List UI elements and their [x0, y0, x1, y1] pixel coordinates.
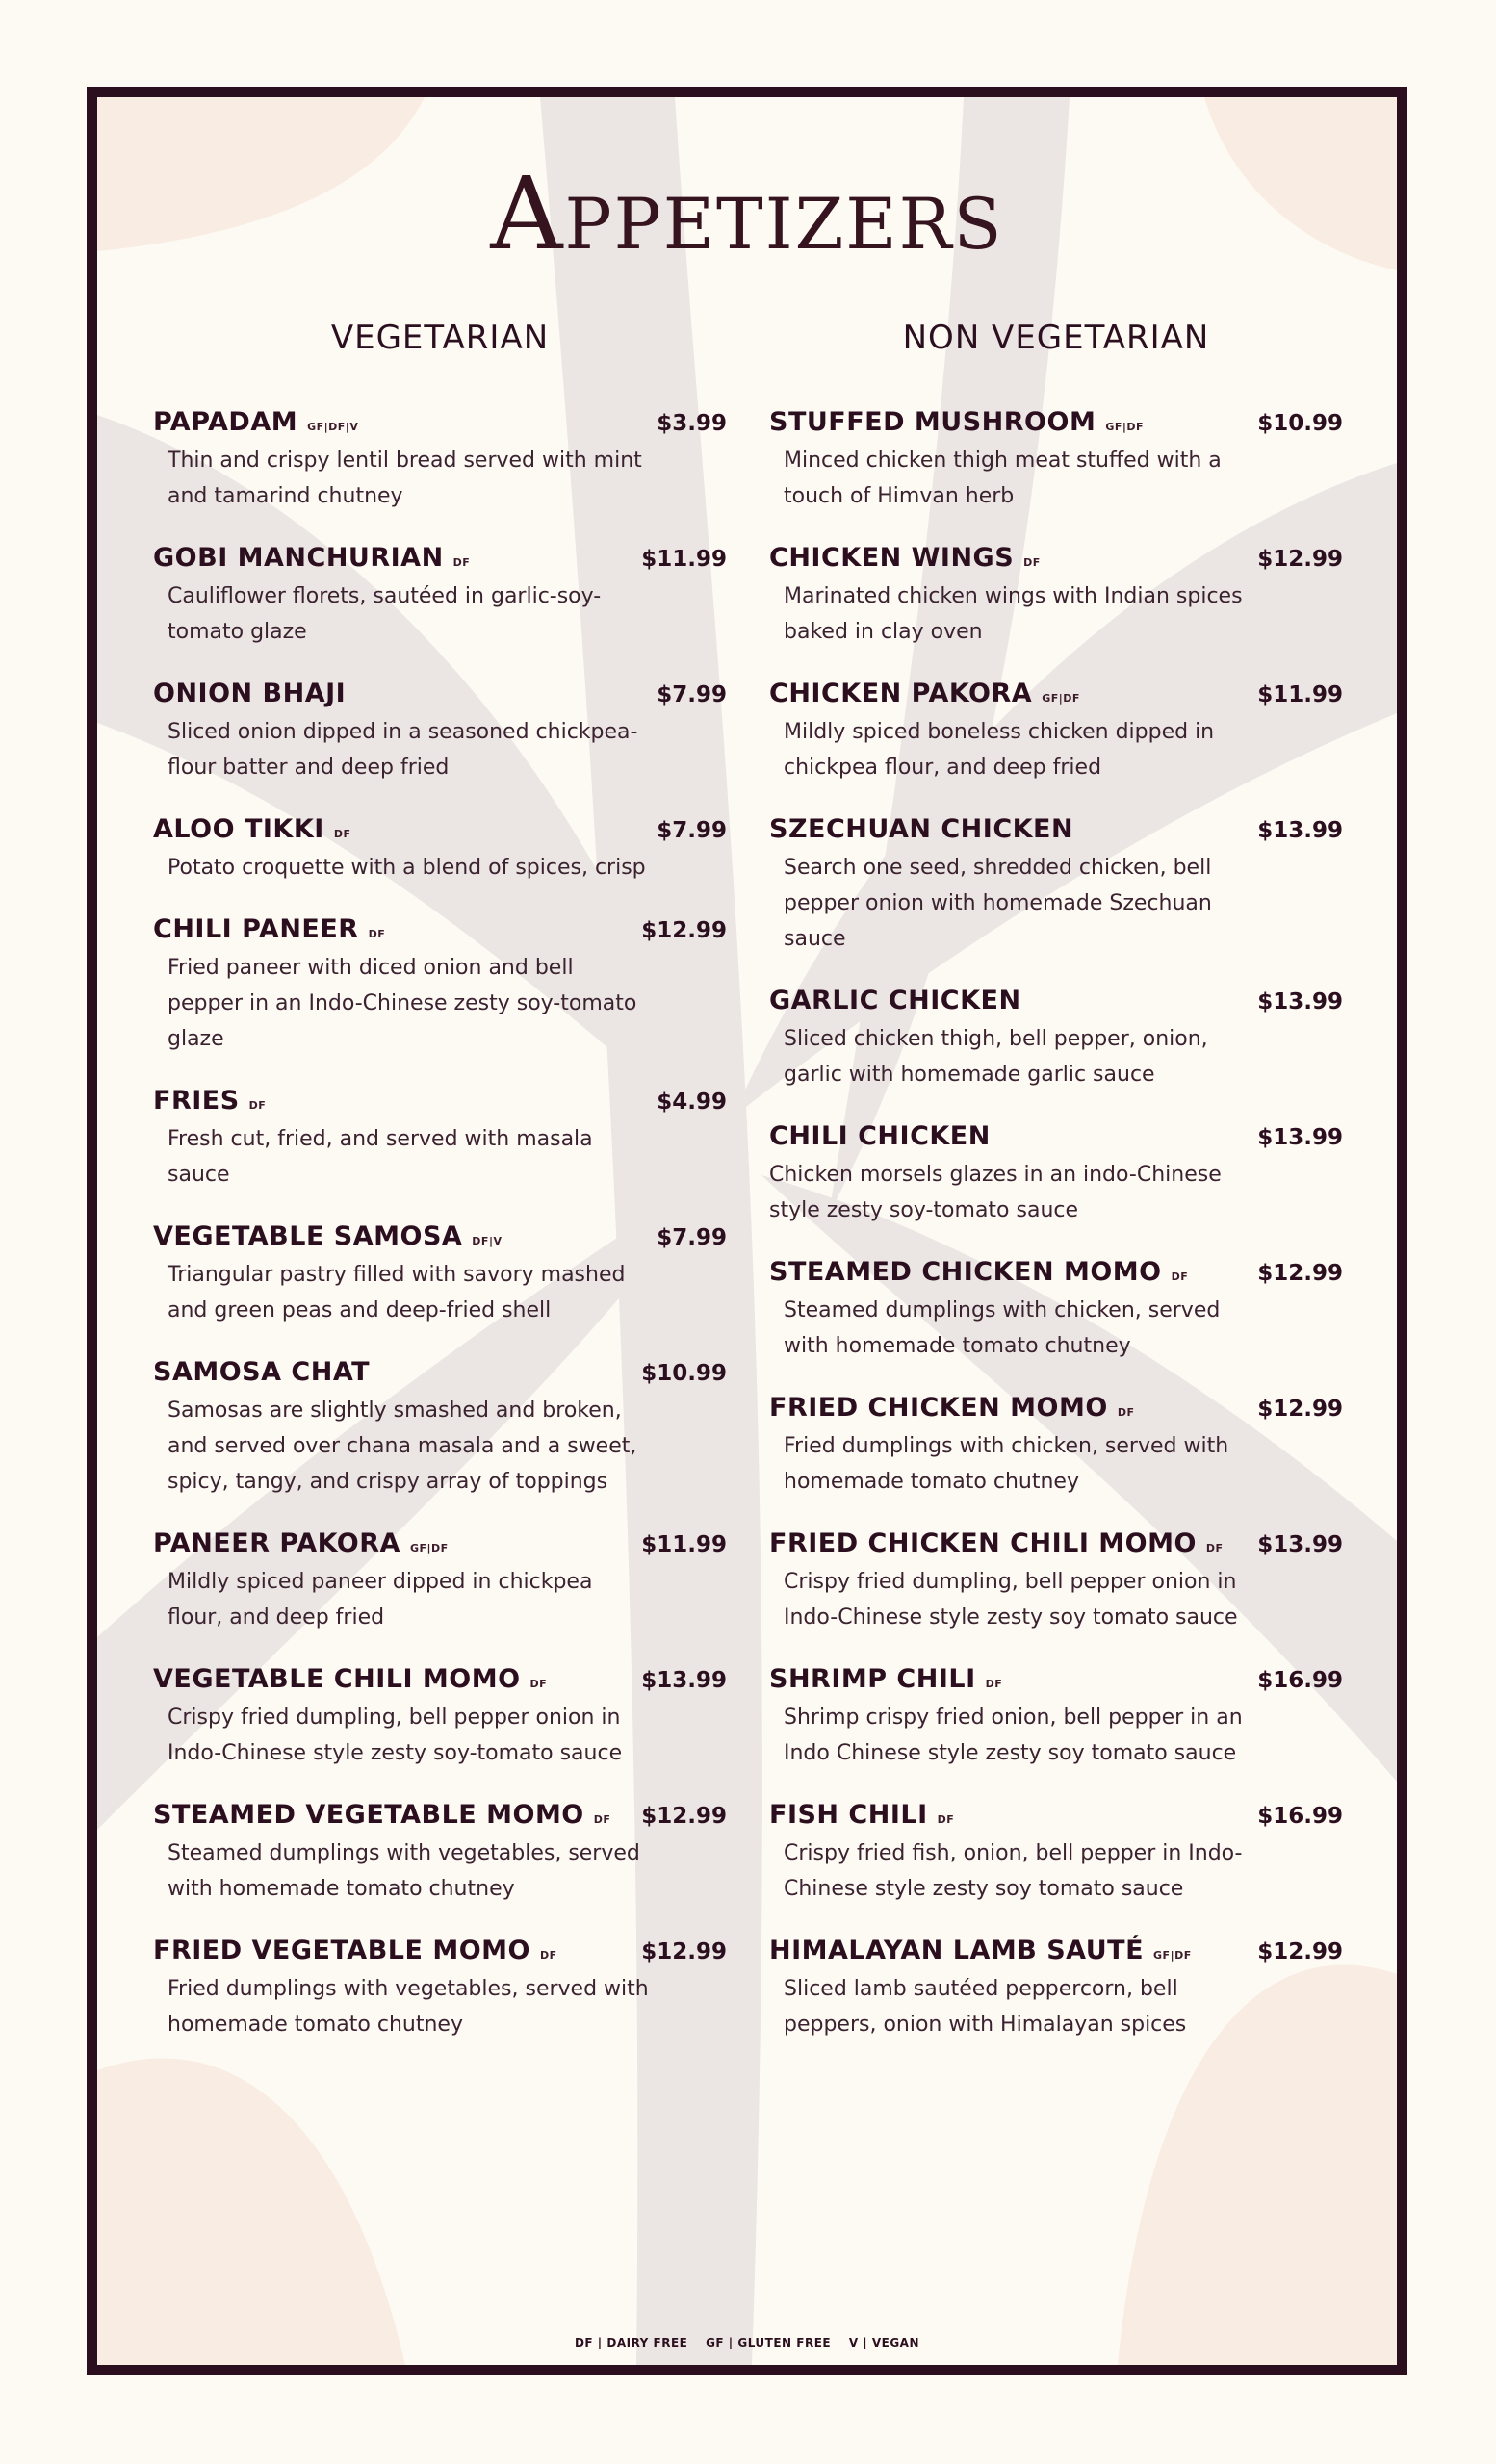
- menu-item-name: CHILI CHICKEN: [769, 1121, 991, 1151]
- menu-item-header: [769, 1528, 1343, 1558]
- menu-item-description: Triangular pastry filled with savory mashed and green peas and deep-fried shell: [168, 1263, 626, 1322]
- menu-item-title: [153, 814, 350, 844]
- menu-item-price: $12.99: [1257, 1939, 1343, 1964]
- menu-item-price: $12.99: [641, 1804, 727, 1829]
- menu-item-title: [153, 407, 358, 437]
- menu-item-title: [769, 679, 1080, 708]
- menu-item-price: $12.99: [1257, 547, 1343, 572]
- menu-item: [153, 1086, 727, 1193]
- menu-item-title: [769, 407, 1144, 437]
- menu-item: [153, 914, 727, 1057]
- menu-item-name: FRIED VEGETABLE MOMO: [153, 1936, 530, 1965]
- menu-item-description: Crispy fried dumpling, bell pepper onion in Indo-Chinese style zesty soy tomato sauce: [784, 1570, 1238, 1630]
- menu-item-price: $13.99: [1257, 989, 1343, 1014]
- menu-item-header: [153, 679, 727, 708]
- menu-item-description: Search one seed, shredded chicken, bell pepper onion with homemade Szechuan sauce: [784, 856, 1212, 951]
- menu-item-header: [769, 1121, 1343, 1151]
- menu-item-price: $12.99: [1257, 1261, 1343, 1286]
- menu-item-title: [153, 1221, 502, 1251]
- menu-item-dietary-tags: DF: [937, 1813, 955, 1826]
- menu-item-title: [769, 814, 1083, 844]
- menu-item-header: [153, 543, 727, 573]
- menu-item-name: FRIES: [153, 1086, 240, 1116]
- menu-item-price: $7.99: [657, 682, 727, 707]
- menu-item-title: [153, 1664, 547, 1694]
- menu-item-price: $4.99: [657, 1090, 727, 1115]
- menu-item-title: [769, 1121, 1000, 1151]
- menu-item-name: FRIED CHICKEN MOMO: [769, 1393, 1108, 1423]
- menu-item-dietary-tags: DF: [539, 1949, 557, 1962]
- menu-item-header: [153, 1528, 727, 1558]
- menu-item: [769, 986, 1343, 1092]
- menu-item-description: Crispy fried dumpling, bell pepper onion in Indo-Chinese style zesty soy-tomato sauce: [168, 1706, 623, 1765]
- menu-item-header: [153, 814, 727, 844]
- menu-item-description: Steamed dumplings with chicken, served with homemade tomato chutney: [784, 1298, 1221, 1358]
- menu-item-description: Fried dumplings with vegetables, served with homemade tomato chutney: [168, 1977, 649, 2037]
- menu-item-name: CHICKEN PAKORA: [769, 679, 1033, 708]
- menu-item-description: Fried paneer with diced onion and bell pepper in an Indo-Chinese zesty soy-tomato glaze: [168, 956, 637, 1051]
- menu-item-name: CHILI PANEER: [153, 914, 359, 944]
- menu-item-dietary-tags: DF: [985, 1678, 1003, 1690]
- menu-item-description: Crispy fried fish, onion, bell pepper in Indo-Chinese style zesty soy tomato sauce: [784, 1841, 1243, 1901]
- menu-item-price: $13.99: [1257, 1125, 1343, 1150]
- menu-item-dietary-tags: GF|DF: [1042, 692, 1080, 705]
- non-vegetarian-item-list: [769, 407, 1343, 2042]
- vegetarian-column: [153, 319, 727, 2071]
- menu-item-header: [153, 914, 727, 944]
- menu-item-name: GOBI MANCHURIAN: [153, 543, 444, 573]
- menu-item-name: PAPADAM: [153, 407, 298, 437]
- menu-item-price: $16.99: [1257, 1668, 1343, 1693]
- menu-item-dietary-tags: GF|DF|V: [307, 421, 359, 433]
- menu-item-title: [769, 986, 1031, 1015]
- menu-item: [769, 814, 1343, 957]
- menu-item-price: $11.99: [641, 1532, 727, 1557]
- menu-item-name: PANEER PAKORA: [153, 1528, 400, 1558]
- menu-item: [769, 1528, 1343, 1635]
- menu-item-name: STEAMED VEGETABLE MOMO: [153, 1800, 584, 1830]
- menu-item-description: Mildly spiced paneer dipped in chickpea flour, and deep fried: [168, 1570, 593, 1630]
- non-vegetarian-column: [769, 319, 1343, 2071]
- menu-item-header: [153, 1357, 727, 1387]
- menu-item-dietary-tags: DF: [452, 556, 471, 569]
- menu-item-header: [769, 1257, 1343, 1287]
- menu-item: [769, 1257, 1343, 1364]
- menu-item: [153, 814, 727, 886]
- menu-item-dietary-tags: DF|V: [472, 1235, 503, 1247]
- menu-item-dietary-tags: GF|DF: [409, 1542, 449, 1554]
- menu-item-name: SHRIMP CHILI: [769, 1664, 976, 1694]
- menu-item: [153, 1221, 727, 1328]
- menu-item-header: [769, 1393, 1343, 1423]
- menu-item-price: $11.99: [1257, 682, 1343, 707]
- menu-item-header: [769, 679, 1343, 708]
- menu-item-description: Shrimp crispy fried onion, bell pepper in an Indo Chinese style zesty soy tomato sauce: [784, 1706, 1243, 1765]
- menu-item-title: [153, 1086, 266, 1116]
- menu-item: [769, 543, 1343, 650]
- menu-item: [153, 1936, 727, 2042]
- menu-item-title: [769, 543, 1041, 573]
- menu-item-description: Fresh cut, fried, and served with masala sauce: [168, 1127, 593, 1187]
- menu-item-name: ONION BHAJI: [153, 679, 347, 708]
- menu-item-price: $13.99: [1257, 1532, 1343, 1557]
- menu-item: [153, 1357, 727, 1500]
- menu-item-description: Steamed dumplings with vegetables, served with homemade tomato chutney: [168, 1841, 640, 1901]
- non-vegetarian-heading: NON VEGETARIAN: [902, 319, 1210, 357]
- menu-item: [769, 679, 1343, 785]
- menu-item: [153, 543, 727, 650]
- vegetarian-item-list: [153, 407, 727, 2042]
- menu-item-header: [769, 1664, 1343, 1694]
- menu-item-price: $7.99: [657, 818, 727, 843]
- menu-item-name: VEGETABLE SAMOSA: [153, 1221, 463, 1251]
- menu-item: [153, 1528, 727, 1635]
- menu-item-header: [153, 1221, 727, 1251]
- menu-item-description: Mildly spiced boneless chicken dipped in chickpea flour, and deep fried: [784, 720, 1215, 780]
- menu-item: [153, 1800, 727, 1907]
- menu-item-description: Fried dumplings with chicken, served with homemade tomato chutney: [784, 1434, 1229, 1494]
- menu-item-title: [769, 1664, 1002, 1694]
- menu-item-dietary-tags: DF: [368, 928, 386, 940]
- menu-item-description: Sliced lamb sautéed peppercorn, bell peppers, onion with Himalayan spices: [784, 1977, 1187, 2037]
- menu-item: [153, 1664, 727, 1771]
- menu-item-title: [153, 914, 385, 944]
- menu-item-header: [769, 986, 1343, 1015]
- menu-item-title: [153, 1800, 610, 1830]
- menu-item: [769, 1664, 1343, 1771]
- menu-item-dietary-tags: DF: [1117, 1406, 1135, 1419]
- menu-item-title: [153, 1357, 379, 1387]
- menu-item-title: [769, 1257, 1188, 1287]
- menu-item-price: $7.99: [657, 1225, 727, 1250]
- menu-item-description: Thin and crispy lentil bread served with mint and tamarind chutney: [168, 449, 642, 508]
- menu-item-price: $12.99: [641, 918, 727, 943]
- menu-item-name: STUFFED MUSHROOM: [769, 407, 1096, 437]
- menu-item-header: [769, 1936, 1343, 1965]
- menu-item-header: [769, 543, 1343, 573]
- menu-item-header: [769, 814, 1343, 844]
- menu-item-title: [769, 1800, 954, 1830]
- menu-item-price: $3.99: [657, 411, 727, 436]
- menu-item-dietary-tags: DF: [1205, 1542, 1224, 1554]
- menu-item-title: [153, 1936, 557, 1965]
- menu-item-dietary-tags: GF|DF: [1105, 421, 1145, 433]
- menu-item: [769, 1393, 1343, 1500]
- menu-item-title: [153, 679, 355, 708]
- menu-item-name: VEGETABLE CHILI MOMO: [153, 1664, 521, 1694]
- menu-item-description: Sliced onion dipped in a seasoned chickpea-flour batter and deep fried: [168, 720, 638, 780]
- menu-item-name: FISH CHILI: [769, 1800, 928, 1830]
- vegetarian-heading: VEGETARIAN: [330, 319, 550, 357]
- menu-item-description: Chicken morsels glazes in an indo-Chinese style zesty soy-tomato sauce: [769, 1163, 1222, 1222]
- menu-item-description: Samosas are slightly smashed and broken, and served over chana masala and a sweet, spicy, tangy, and crispy array of toppings: [168, 1399, 637, 1494]
- menu-item: [769, 1121, 1343, 1228]
- menu-item-title: [153, 1528, 449, 1558]
- menu-item-price: $12.99: [641, 1939, 727, 1964]
- menu-item-dietary-tags: DF: [529, 1678, 548, 1690]
- menu-item-header: [153, 1664, 727, 1694]
- menu-item-price: $16.99: [1257, 1804, 1343, 1829]
- menu-item: [769, 407, 1343, 514]
- menu-item-dietary-tags: DF: [1171, 1270, 1189, 1283]
- menu-item-price: $10.99: [641, 1361, 727, 1386]
- menu-item-name: STEAMED CHICKEN MOMO: [769, 1257, 1162, 1287]
- menu-item: [769, 1936, 1343, 2042]
- menu-item-dietary-tags: DF: [248, 1099, 267, 1112]
- menu-item-description: Marinated chicken wings with Indian spices baked in clay oven: [784, 584, 1243, 644]
- menu-item-price: $10.99: [1257, 411, 1343, 436]
- menu-item: [769, 1800, 1343, 1907]
- menu-item-header: [769, 407, 1343, 437]
- menu-item-dietary-tags: GF|DF: [1153, 1949, 1192, 1962]
- menu-item-name: CHICKEN WINGS: [769, 543, 1015, 573]
- menu-item-name: SZECHUAN CHICKEN: [769, 814, 1074, 844]
- menu-item-header: [153, 407, 727, 437]
- menu-item-dietary-tags: DF: [1023, 556, 1041, 569]
- menu-item-header: [153, 1086, 727, 1116]
- menu-item: [153, 679, 727, 785]
- menu-item-description: Potato croquette with a blend of spices, crisp: [168, 856, 646, 880]
- dietary-legend: DF | DAIRY FREE GF | GLUTEN FREE V | VEGAN: [574, 2336, 920, 2349]
- menu-item-description: Minced chicken thigh meat stuffed with a touch of Himvan herb: [784, 449, 1222, 508]
- menu-page: [87, 87, 1407, 2375]
- menu-item-name: ALOO TIKKI: [153, 814, 324, 844]
- menu-item-price: $13.99: [641, 1668, 727, 1693]
- menu-item-name: GARLIC CHICKEN: [769, 986, 1021, 1015]
- menu-item-title: [769, 1393, 1134, 1423]
- menu-item-header: [153, 1936, 727, 1965]
- menu-item-dietary-tags: DF: [593, 1813, 611, 1826]
- menu-item-name: HIMALAYAN LAMB SAUTÉ: [769, 1936, 1145, 1965]
- menu-item-name: SAMOSA CHAT: [153, 1357, 371, 1387]
- menu-item: [153, 407, 727, 514]
- menu-item-price: $12.99: [1257, 1397, 1343, 1422]
- menu-item-description: Sliced chicken thigh, bell pepper, onion, garlic with homemade garlic sauce: [784, 1027, 1208, 1087]
- menu-item-price: $11.99: [641, 547, 727, 572]
- menu-item-header: [153, 1800, 727, 1830]
- page-title: Appetizers: [490, 155, 1004, 272]
- menu-item-header: [769, 1800, 1343, 1830]
- menu-item-title: [769, 1936, 1192, 1965]
- menu-item-title: [769, 1528, 1224, 1558]
- menu-item-name: FRIED CHICKEN CHILI MOMO: [769, 1528, 1197, 1558]
- menu-item-description: Cauliflower florets, sautéed in garlic-soy-tomato glaze: [168, 584, 602, 644]
- menu-item-price: $13.99: [1257, 818, 1343, 843]
- menu-item-dietary-tags: DF: [333, 828, 351, 840]
- menu-item-title: [153, 543, 470, 573]
